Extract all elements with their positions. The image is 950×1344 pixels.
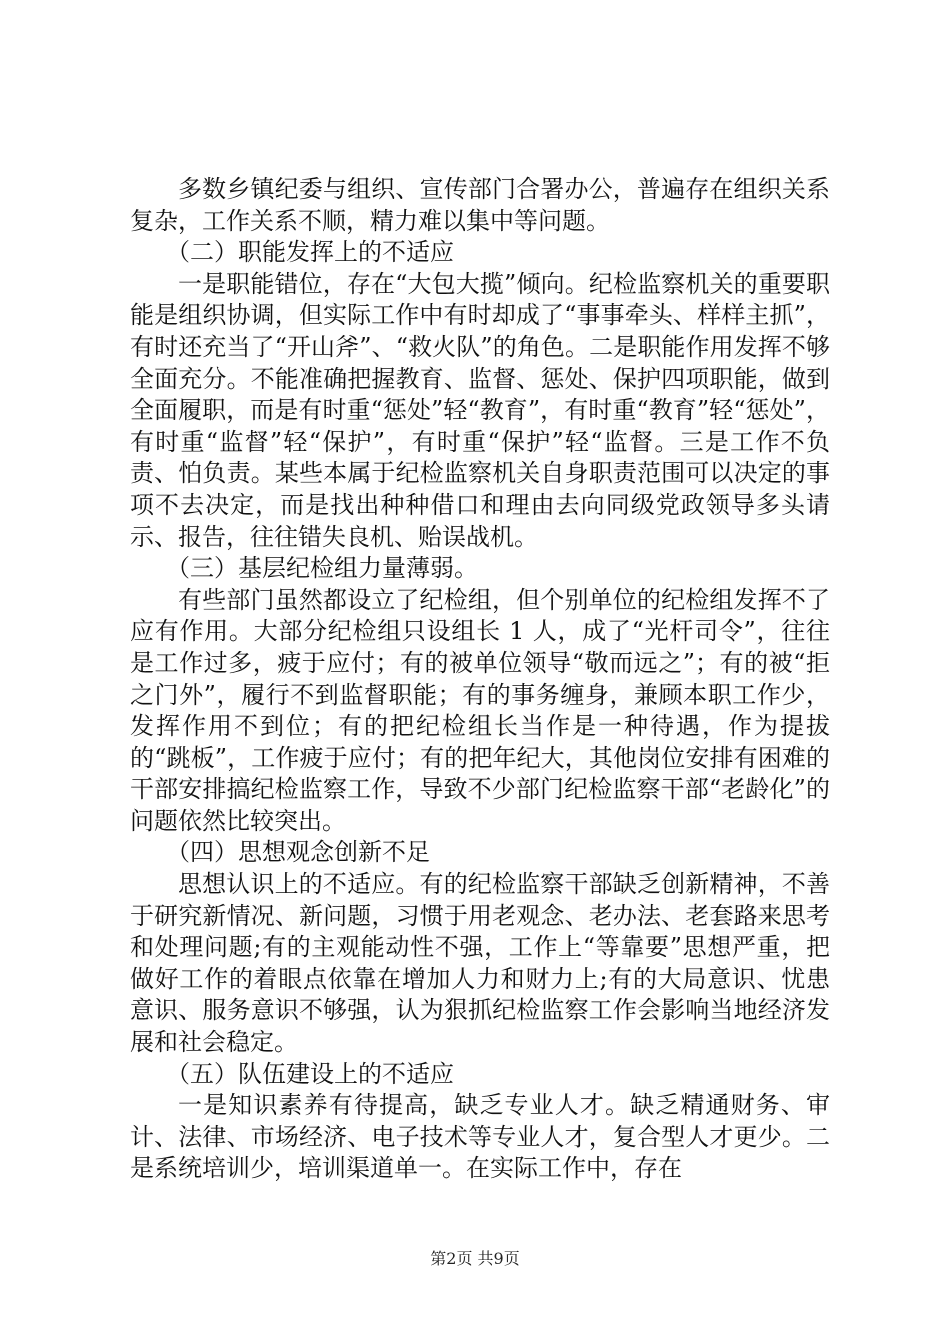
body-paragraph: 思想认识上的不适应。有的纪检监察干部缺乏创新精神，不善于研究新情况、新问题，习惯于用老观念、老办法、老套路来思考和处理问题;有的主观能动性不强，工作上“等靠要”思想严重，把做好工作的着眼点依靠在增加人力和财力上;有的大局意识、忧患意识、服务意识不够强，认为狠抓纪检监察工作会影响当地经济发展和社会稳定。 <box>130 870 830 1057</box>
section-heading: （二）职能发挥上的不适应 <box>166 238 454 267</box>
section-heading: （三）基层纪检组力量薄弱。 <box>166 554 478 583</box>
body-paragraph: 一是职能错位，存在“大包大揽”倾向。纪检监察机关的重要职能是组织协调，但实际工作中有时却成了“事事牵头、样样主抓”，有时还充当了“开山斧”、“救火队”的角色。二是职能作用发挥不够全面充分。不能准确把握教育、监督、惩处、保护四项职能，做到全面履职，而是有时重“惩处”轻“教育”，有时重“教育”轻“惩处”，有时重“监督”轻“保护”，有时重“保护”轻“监督。三是工作不负责、怕负责。某些本属于纪检监察机关自身职责范围可以决定的事项不去决定，而是找出种种借口和理由去向同级党政领导多头请示、报告，往往错失良机、贻误战机。 <box>130 269 830 551</box>
body-paragraph: 一是知识素养有待提高，缺乏专业人才。缺乏精通财务、审计、法律、市场经济、电子技术等专业人才，复合型人才更少。二是系统培训少，培训渠道单一。在实际工作中，存在 <box>130 1091 830 1183</box>
section-heading: （四）思想观念创新不足 <box>166 838 430 867</box>
page-footer: 第2页 共9页 <box>430 1249 520 1268</box>
section-heading: （五）队伍建设上的不适应 <box>166 1059 454 1088</box>
document-body <box>130 174 830 1185</box>
body-paragraph: 有些部门虽然都设立了纪检组，但个别单位的纪检组发挥不了应有作用。大部分纪检组只设组长 1 人，成了“光杆司令”，往往是工作过多，疲于应付；有的被单位领导“敬而远之”；有的被“拒之门外”，履行不到监督职能；有的事务缠身，兼顾本职工作少，发挥作用不到位；有的把纪检组长当作是一种待遇，作为提拔的“跳板”，工作疲于应付；有的把年纪大，其他岗位安排有困难的干部安排搞纪检监察工作，导致不少部门纪检监察干部“老龄化”的问题依然比较突出。 <box>130 585 830 835</box>
body-paragraph: 多数乡镇纪委与组织、宣传部门合署办公，普遍存在组织关系复杂，工作关系不顺，精力难以集中等问题。 <box>130 175 830 235</box>
